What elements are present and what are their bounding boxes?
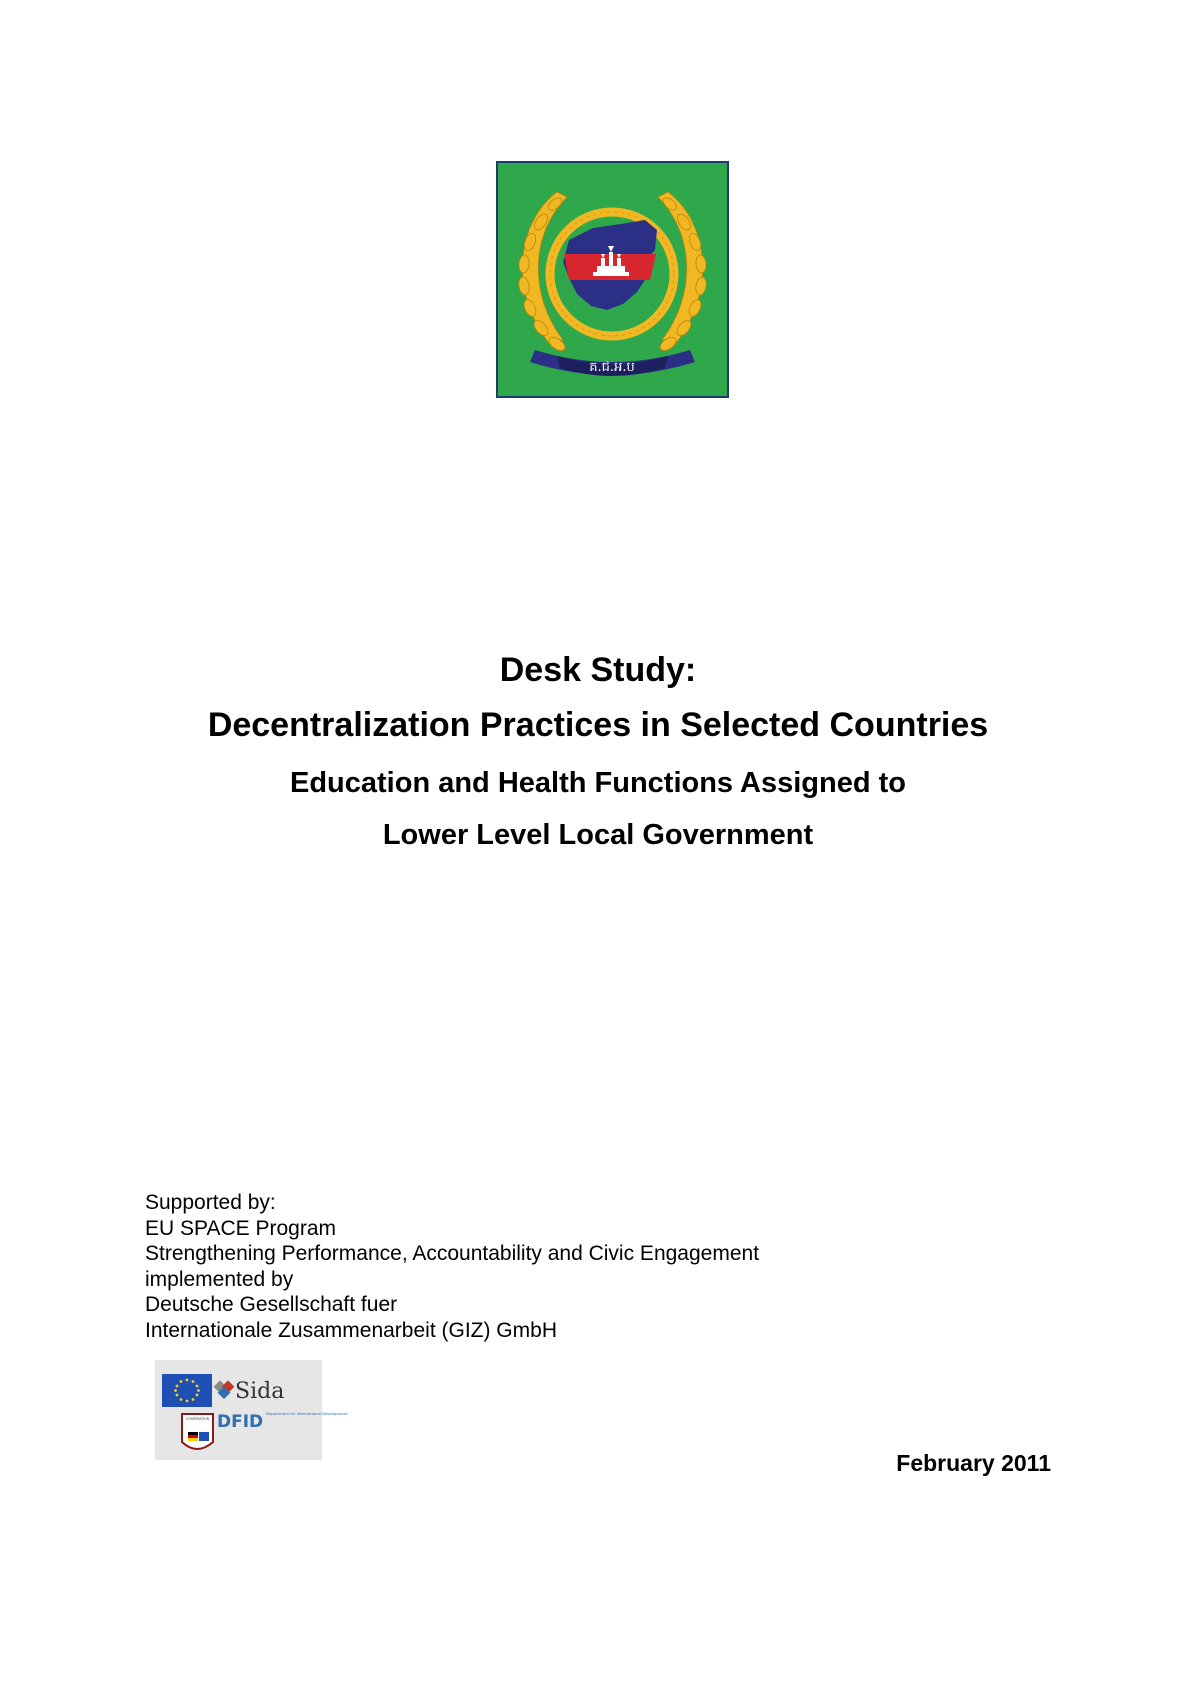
document-title: Desk Study: <box>499 651 697 689</box>
emblem-logo <box>497 162 728 397</box>
dfid-caption-text: Department for International Development <box>266 1411 348 1416</box>
title-block <box>0 648 1196 855</box>
publication-date: February 2011 <box>896 1450 1051 1476</box>
coop-label-text: COOPERATION <box>186 1417 209 1421</box>
sida-logo-icon <box>214 1380 235 1399</box>
support-line: Supported by: <box>145 1191 276 1214</box>
donor-logos <box>155 1360 348 1460</box>
support-line: Deutsche Gesellschaft fuer <box>145 1293 398 1316</box>
german-cooperation-shield-icon <box>182 1414 213 1449</box>
emblem-banner-text: គ.ជ.អ.ប <box>589 360 635 375</box>
eu-flag-icon <box>162 1374 212 1407</box>
sida-logo-text: Sida <box>235 1379 285 1404</box>
document-subheading-line2: Lower Level Local Government <box>382 819 814 851</box>
dfid-logo-text: DFID <box>217 1412 264 1432</box>
document-subheading-line1: Education and Health Functions Assigned to <box>289 767 906 799</box>
support-line: EU SPACE Program <box>145 1216 336 1240</box>
support-credits <box>145 1190 759 1343</box>
support-line: Internationale Zusammenarbeit (GIZ) GmbH <box>145 1318 557 1342</box>
support-line: Strengthening Performance, Accountability and Civic Engagement <box>145 1242 760 1265</box>
support-line: implemented by <box>145 1267 294 1291</box>
document-subtitle: Decentralization Practices in Selected Countries <box>207 706 989 744</box>
